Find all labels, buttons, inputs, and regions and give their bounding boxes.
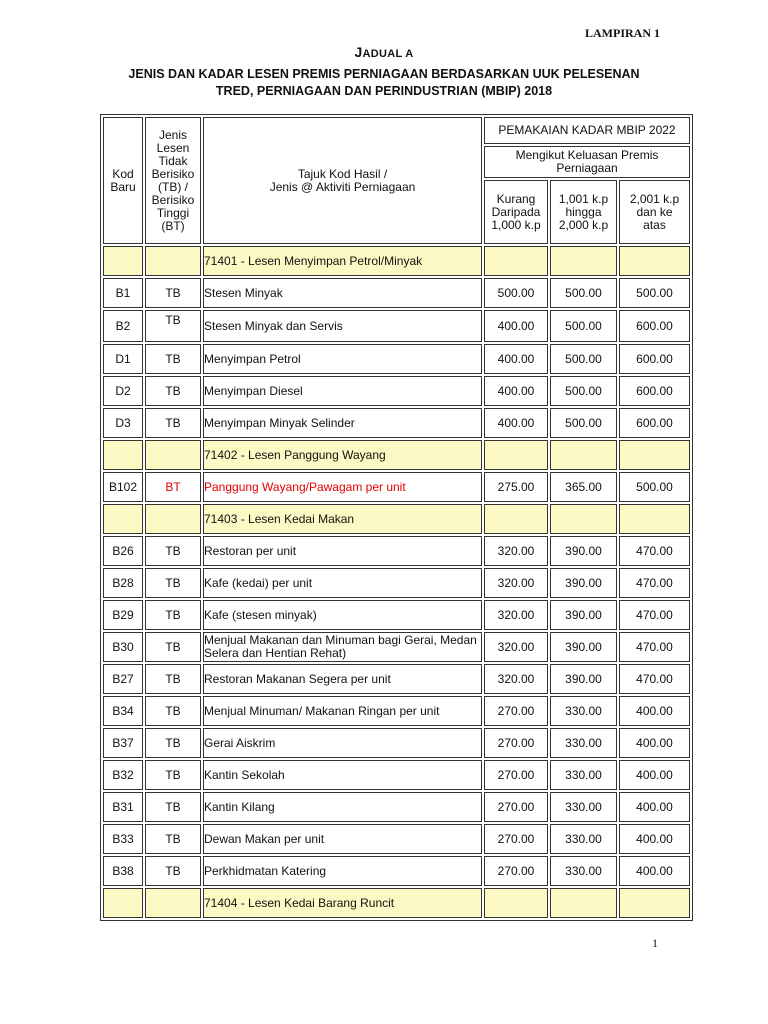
aktiviti-cell: Gerai Aiskrim bbox=[203, 728, 482, 758]
section-jenis-cell bbox=[145, 246, 201, 276]
aktiviti-cell: Perkhidmatan Katering bbox=[203, 856, 482, 886]
rate-small-cell: 400.00 bbox=[484, 310, 548, 342]
rate-large-cell: 400.00 bbox=[619, 760, 690, 790]
table-row bbox=[103, 278, 690, 308]
aktiviti-cell: Menyimpan Diesel bbox=[203, 376, 482, 406]
aktiviti-cell: Restoran per unit bbox=[203, 536, 482, 566]
rate-large-cell: 400.00 bbox=[619, 696, 690, 726]
jenis-cell: TB bbox=[145, 632, 201, 662]
table-row bbox=[103, 344, 690, 374]
table-row bbox=[103, 760, 690, 790]
jenis-cell: TB bbox=[145, 568, 201, 598]
aktiviti-cell: Menyimpan Petrol bbox=[203, 344, 482, 374]
table-row bbox=[103, 376, 690, 406]
kod-cell: B26 bbox=[103, 536, 143, 566]
jenis-cell: TB bbox=[145, 310, 201, 342]
rate-small-cell: 320.00 bbox=[484, 664, 548, 694]
aktiviti-cell: Stesen Minyak bbox=[203, 278, 482, 308]
jenis-cell: TB bbox=[145, 792, 201, 822]
section-jenis-cell bbox=[145, 504, 201, 534]
section-rate-cell bbox=[484, 504, 548, 534]
rate-small-cell: 270.00 bbox=[484, 792, 548, 822]
rate-medium-cell: 390.00 bbox=[550, 536, 617, 566]
rate-small-cell: 500.00 bbox=[484, 278, 548, 308]
jenis-cell: TB bbox=[145, 824, 201, 854]
rate-large-cell: 470.00 bbox=[619, 664, 690, 694]
rate-large-cell: 600.00 bbox=[619, 310, 690, 342]
kod-cell: B33 bbox=[103, 824, 143, 854]
jenis-cell: TB bbox=[145, 278, 201, 308]
table-row bbox=[103, 856, 690, 886]
rate-medium-cell: 500.00 bbox=[550, 310, 617, 342]
col-header-jenis-lesen: Jenis Lesen Tidak Berisiko (TB) / Berisiko Tinggi (BT) bbox=[145, 117, 201, 244]
section-row bbox=[103, 888, 690, 918]
col-header-tajuk: Tajuk Kod Hasil / Jenis @ Aktiviti Perniagaan bbox=[203, 117, 482, 244]
section-jenis-cell bbox=[145, 888, 201, 918]
jenis-cell: TB bbox=[145, 760, 201, 790]
rate-small-cell: 270.00 bbox=[484, 728, 548, 758]
aktiviti-cell: Kantin Kilang bbox=[203, 792, 482, 822]
kod-cell: B102 bbox=[103, 472, 143, 502]
section-title: 71401 - Lesen Menyimpan Petrol/Minyak bbox=[203, 246, 482, 276]
rate-large-cell: 470.00 bbox=[619, 568, 690, 598]
section-kod-cell bbox=[103, 246, 143, 276]
section-rate-cell bbox=[484, 440, 548, 470]
section-title: 71404 - Lesen Kedai Barang Runcit bbox=[203, 888, 482, 918]
jenis-cell: TB bbox=[145, 856, 201, 886]
rate-medium-cell: 330.00 bbox=[550, 760, 617, 790]
kod-cell: B38 bbox=[103, 856, 143, 886]
aktiviti-cell: Dewan Makan per unit bbox=[203, 824, 482, 854]
table-row bbox=[103, 632, 690, 662]
table-row bbox=[103, 600, 690, 630]
section-rate-cell bbox=[619, 440, 690, 470]
aktiviti-cell: Kafe (kedai) per unit bbox=[203, 568, 482, 598]
kod-cell: B27 bbox=[103, 664, 143, 694]
kod-cell: B32 bbox=[103, 760, 143, 790]
rate-small-cell: 270.00 bbox=[484, 824, 548, 854]
section-rate-cell bbox=[484, 246, 548, 276]
rates-table bbox=[100, 114, 693, 921]
rate-medium-cell: 330.00 bbox=[550, 824, 617, 854]
jenis-cell: TB bbox=[145, 696, 201, 726]
section-jenis-cell bbox=[145, 440, 201, 470]
rate-small-cell: 270.00 bbox=[484, 760, 548, 790]
section-rate-cell bbox=[619, 246, 690, 276]
rate-small-cell: 320.00 bbox=[484, 568, 548, 598]
kod-cell: D3 bbox=[103, 408, 143, 438]
rate-small-cell: 270.00 bbox=[484, 856, 548, 886]
section-rate-cell bbox=[550, 504, 617, 534]
section-kod-cell bbox=[103, 440, 143, 470]
section-rate-cell bbox=[550, 246, 617, 276]
col-header-mengikut: Mengikut Keluasan Premis Perniagaan bbox=[484, 146, 690, 178]
kod-cell: B29 bbox=[103, 600, 143, 630]
aktiviti-cell: Menjual Minuman/ Makanan Ringan per unit bbox=[203, 696, 482, 726]
rate-medium-cell: 330.00 bbox=[550, 728, 617, 758]
rate-medium-cell: 330.00 bbox=[550, 856, 617, 886]
table-row bbox=[103, 664, 690, 694]
rate-large-cell: 400.00 bbox=[619, 824, 690, 854]
col-header-pemakaian: PEMAKAIAN KADAR MBIP 2022 bbox=[484, 117, 690, 144]
jenis-cell: TB bbox=[145, 728, 201, 758]
kod-cell: B28 bbox=[103, 568, 143, 598]
table-row bbox=[103, 792, 690, 822]
jenis-cell: TB bbox=[145, 664, 201, 694]
rate-medium-cell: 330.00 bbox=[550, 696, 617, 726]
jadual-title-initial: J bbox=[354, 44, 363, 60]
rate-medium-cell: 390.00 bbox=[550, 664, 617, 694]
rate-small-cell: 320.00 bbox=[484, 536, 548, 566]
section-title: 71403 - Lesen Kedai Makan bbox=[203, 504, 482, 534]
rate-medium-cell: 365.00 bbox=[550, 472, 617, 502]
kod-cell: B1 bbox=[103, 278, 143, 308]
jadual-title bbox=[0, 44, 768, 60]
rate-medium-cell: 500.00 bbox=[550, 376, 617, 406]
rate-large-cell: 400.00 bbox=[619, 856, 690, 886]
jenis-cell: TB bbox=[145, 344, 201, 374]
section-rate-cell bbox=[550, 888, 617, 918]
rate-medium-cell: 390.00 bbox=[550, 568, 617, 598]
aktiviti-cell: Kafe (stesen minyak) bbox=[203, 600, 482, 630]
rate-medium-cell: 390.00 bbox=[550, 632, 617, 662]
rate-small-cell: 400.00 bbox=[484, 408, 548, 438]
aktiviti-cell: Panggung Wayang/Pawagam per unit bbox=[203, 472, 482, 502]
kod-cell: B37 bbox=[103, 728, 143, 758]
section-kod-cell bbox=[103, 504, 143, 534]
rate-large-cell: 600.00 bbox=[619, 344, 690, 374]
table-row bbox=[103, 408, 690, 438]
kod-cell: D1 bbox=[103, 344, 143, 374]
document-title-line2: TRED, PERNIAGAAN DAN PERINDUSTRIAN (MBIP) 2018 bbox=[215, 84, 553, 98]
aktiviti-cell: Stesen Minyak dan Servis bbox=[203, 310, 482, 342]
section-rate-cell bbox=[484, 888, 548, 918]
section-rate-cell bbox=[619, 888, 690, 918]
kod-cell: B34 bbox=[103, 696, 143, 726]
rate-medium-cell: 500.00 bbox=[550, 278, 617, 308]
rate-large-cell: 400.00 bbox=[619, 728, 690, 758]
aktiviti-cell: Kantin Sekolah bbox=[203, 760, 482, 790]
lampiran-label: LAMPIRAN 1 bbox=[585, 26, 660, 40]
section-rate-cell bbox=[619, 504, 690, 534]
rate-large-cell: 500.00 bbox=[619, 472, 690, 502]
kod-cell: B31 bbox=[103, 792, 143, 822]
rate-medium-cell: 500.00 bbox=[550, 408, 617, 438]
section-row bbox=[103, 246, 690, 276]
section-title: 71402 - Lesen Panggung Wayang bbox=[203, 440, 482, 470]
rate-large-cell: 600.00 bbox=[619, 408, 690, 438]
rate-small-cell: 400.00 bbox=[484, 344, 548, 374]
section-row bbox=[103, 504, 690, 534]
jenis-cell: TB bbox=[145, 408, 201, 438]
table-row bbox=[103, 696, 690, 726]
kod-cell: B2 bbox=[103, 310, 143, 342]
col-header-kod-baru: Kod Baru bbox=[103, 117, 143, 244]
rate-large-cell: 400.00 bbox=[619, 792, 690, 822]
kod-cell: B30 bbox=[103, 632, 143, 662]
rate-large-cell: 500.00 bbox=[619, 278, 690, 308]
rate-large-cell: 600.00 bbox=[619, 376, 690, 406]
jenis-cell: BT bbox=[145, 472, 201, 502]
rate-small-cell: 275.00 bbox=[484, 472, 548, 502]
section-kod-cell bbox=[103, 888, 143, 918]
col-header-size-1: Kurang Daripada 1,000 k.p bbox=[484, 180, 548, 244]
table-row bbox=[103, 568, 690, 598]
rate-large-cell: 470.00 bbox=[619, 536, 690, 566]
col-header-size-3: 2,001 k.p dan ke atas bbox=[619, 180, 690, 244]
section-rate-cell bbox=[550, 440, 617, 470]
rate-medium-cell: 330.00 bbox=[550, 792, 617, 822]
rate-small-cell: 400.00 bbox=[484, 376, 548, 406]
jenis-cell: TB bbox=[145, 376, 201, 406]
rate-medium-cell: 500.00 bbox=[550, 344, 617, 374]
table-row bbox=[103, 728, 690, 758]
rate-small-cell: 320.00 bbox=[484, 632, 548, 662]
table-row bbox=[103, 824, 690, 854]
aktiviti-cell: Menyimpan Minyak Selinder bbox=[203, 408, 482, 438]
table-row bbox=[103, 310, 690, 342]
rate-small-cell: 320.00 bbox=[484, 600, 548, 630]
section-row bbox=[103, 440, 690, 470]
jenis-cell: TB bbox=[145, 536, 201, 566]
jadual-title-rest: ADUAL A bbox=[362, 48, 414, 60]
rate-large-cell: 470.00 bbox=[619, 632, 690, 662]
rate-small-cell: 270.00 bbox=[484, 696, 548, 726]
aktiviti-cell: Restoran Makanan Segera per unit bbox=[203, 664, 482, 694]
table-body bbox=[103, 246, 690, 918]
aktiviti-cell: Menjual Makanan dan Minuman bagi Gerai, Medan Selera dan Hentian Rehat) bbox=[203, 632, 482, 662]
table-row bbox=[103, 472, 690, 502]
jenis-cell: TB bbox=[145, 600, 201, 630]
rate-large-cell: 470.00 bbox=[619, 600, 690, 630]
page-number: 1 bbox=[652, 936, 658, 950]
rate-medium-cell: 390.00 bbox=[550, 600, 617, 630]
document-title-line1: JENIS DAN KADAR LESEN PREMIS PERNIAGAAN BERDASARKAN UUK PELESENAN bbox=[128, 67, 640, 81]
col-header-size-2: 1,001 k.p hingga 2,000 k.p bbox=[550, 180, 617, 244]
table-row bbox=[103, 536, 690, 566]
kod-cell: D2 bbox=[103, 376, 143, 406]
